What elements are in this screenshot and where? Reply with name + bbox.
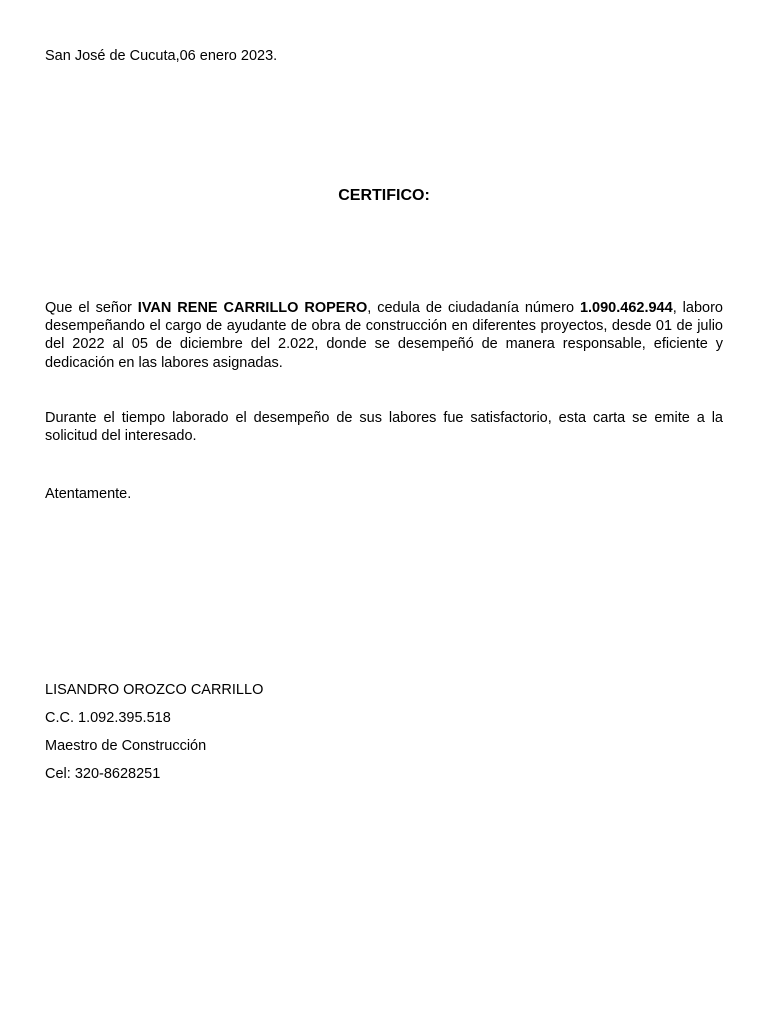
paragraph-1-id-label: , cedula de ciudadanía número bbox=[367, 300, 580, 316]
paragraph-1-rest: , laboro desempeñando el cargo de ayudante de obra de construcción en diferentes proyectos, desde 01 de julio del 2022 al 05 de diciembre del 2.022, donde se desempeñó de manera responsable, eficiente y dedicación en las labores asignadas. bbox=[45, 300, 723, 371]
signer-id: C.C. 1.092.395.518 bbox=[45, 710, 171, 726]
certificate-title: CERTIFICO: bbox=[338, 187, 430, 204]
closing-text: Atentamente. bbox=[45, 486, 132, 502]
body-paragraph-2: Durante el tiempo laborado el desempeño de sus labores fue satisfactorio, esta carta se emite a la solicitud del interesado. bbox=[45, 410, 723, 445]
paragraph-1-intro: Que el señor bbox=[45, 300, 138, 316]
employee-name: IVAN RENE CARRILLO ROPERO bbox=[137, 300, 368, 316]
signer-name: LISANDRO OROZCO CARRILLO bbox=[45, 682, 264, 698]
signer-role: Maestro de Construcción bbox=[45, 738, 207, 754]
signer-phone: Cel: 320-8628251 bbox=[45, 766, 161, 782]
employee-id-number: 1.090.462.944 bbox=[579, 300, 673, 316]
date-line: San José de Cucuta,06 enero 2023. bbox=[45, 48, 278, 64]
body-paragraph-1 bbox=[45, 299, 723, 372]
